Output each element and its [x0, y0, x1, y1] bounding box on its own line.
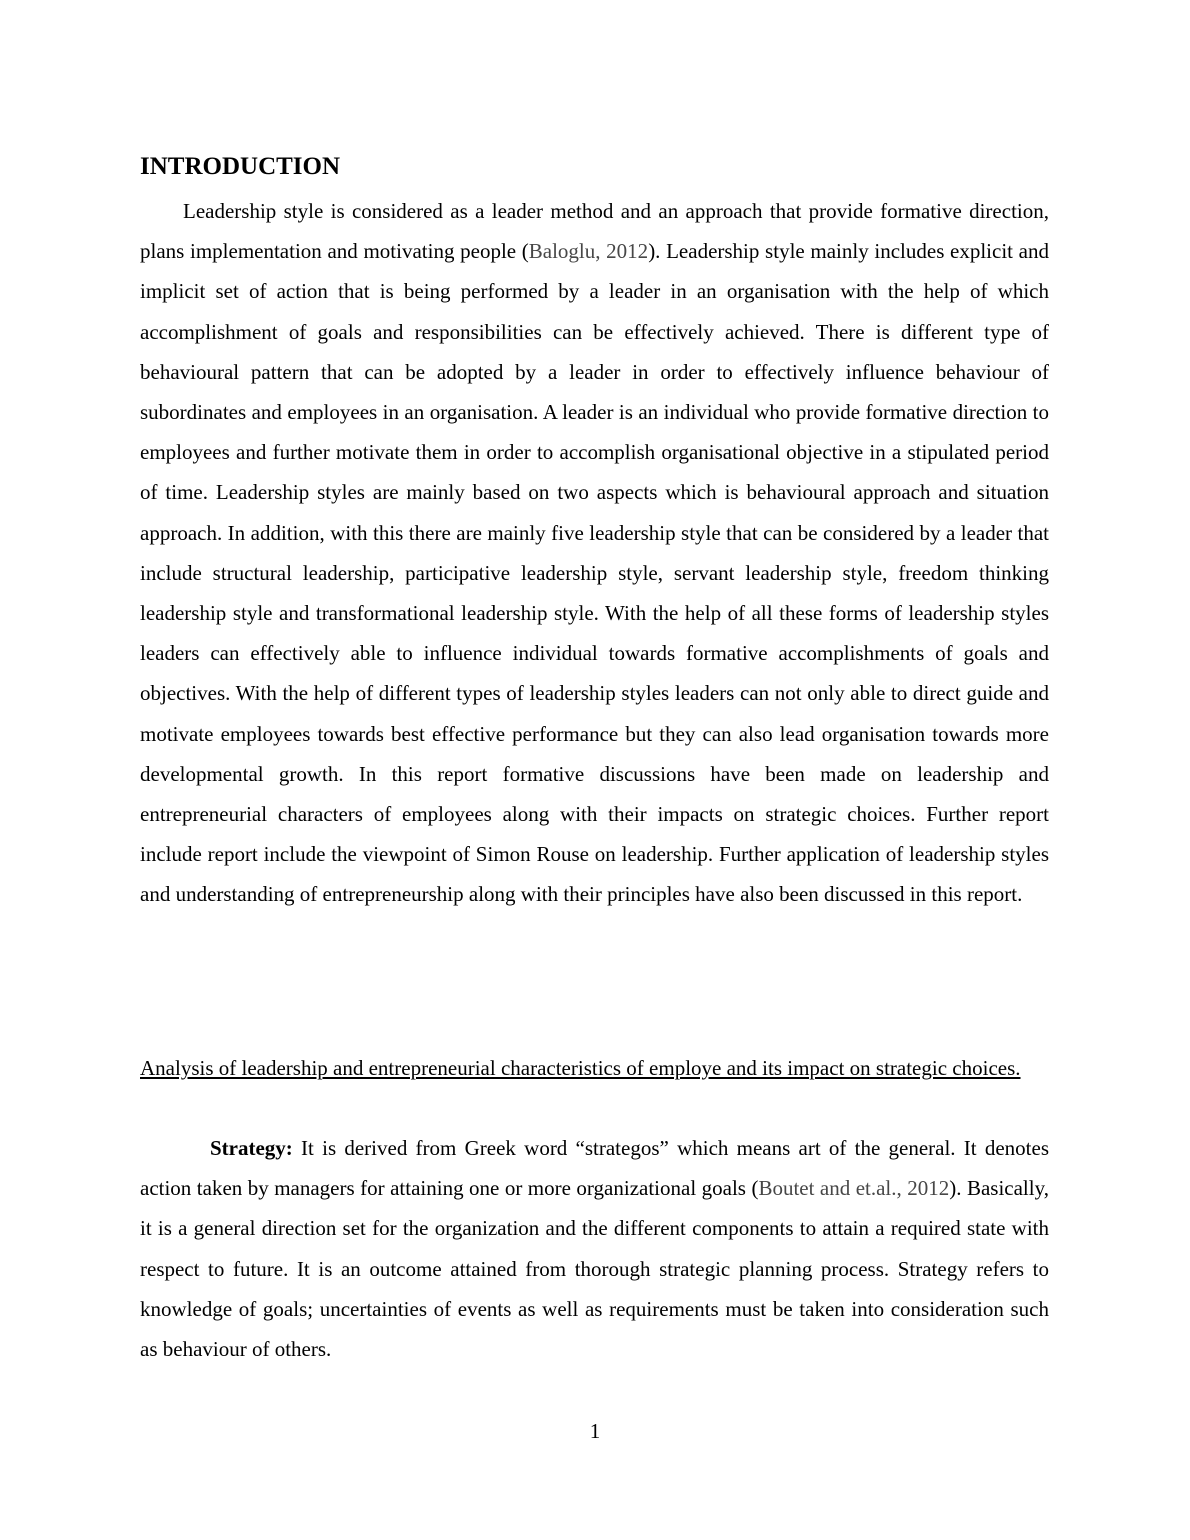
intro-text-rest: ). Leadership style mainly includes explicit and implicit set of action that is being performed by a leader in an organisation with the help of which accomplishment of goals and responsibilities can be effectively achieved. There is different type of behavioural pattern that can be adopted by a leader in order to effectively influence behaviour of subordinates and employees in an organisation. A leader is an individual who provide formative direction to employees and further motivate them in order to accomplish organisational objective in a stipulated period of time. Leadership styles are mainly based on two aspects which is behavioural approach and situation approach. In addition, with this there are mainly five leadership style that can be considered by a leader that include structural leadership, participative leadership style, servant leadership style, freedom thinking leadership style and transformational leadership style. With the help of all these forms of leadership styles leaders can effectively able to influence individual towards formative accomplishments of goals and objectives. With the help of different types of leadership styles leaders can not only able to direct guide and motivate employees towards best effective performance but they can also lead organisation towards more developmental growth. In this report formative discussions have been made on leadership and entrepreneurial characters of employees along with their impacts on strategic choices. Further report include report include the viewpoint of Simon Rouse on leadership. Further application of leadership styles and understanding of entrepreneurship along with their principles have also been discussed in this report. — [140, 239, 1049, 907]
citation-baloglu: Baloglu, 2012 — [528, 239, 649, 264]
citation-boutet: Boutet and et.al., 2012 — [758, 1176, 950, 1201]
strategy-text-rest: ). Basically, it is a general direction set for the organization and the different components to attain a required state with respect to future. It is an outcome attained from thorough strategic planning process. Strategy refers to knowledge of goals; uncertainties of events as well as requirements must be taken into consideration such as behaviour of others. — [140, 1176, 1049, 1362]
intro-text-start: Leadership style is considered as a leader method and an approach that provide formative direction, plans implementation and motivating people ( — [140, 199, 1049, 264]
strategy-text-start: It is derived from Greek word “strategos” which means art of the general. It denotes action taken by managers for attaining one or more organizational goals ( — [140, 1136, 1049, 1201]
subsection-heading-analysis: Analysis of leadership and entrepreneurial characteristics of employe and its impact on strategic choices. — [140, 1056, 1021, 1080]
page-number: 1 — [589, 1419, 601, 1443]
strategy-paragraph — [140, 1128, 1049, 1369]
introduction-paragraph — [140, 191, 1049, 915]
section-heading-introduction: INTRODUCTION — [140, 153, 341, 180]
strategy-term: Strategy: — [210, 1136, 293, 1160]
